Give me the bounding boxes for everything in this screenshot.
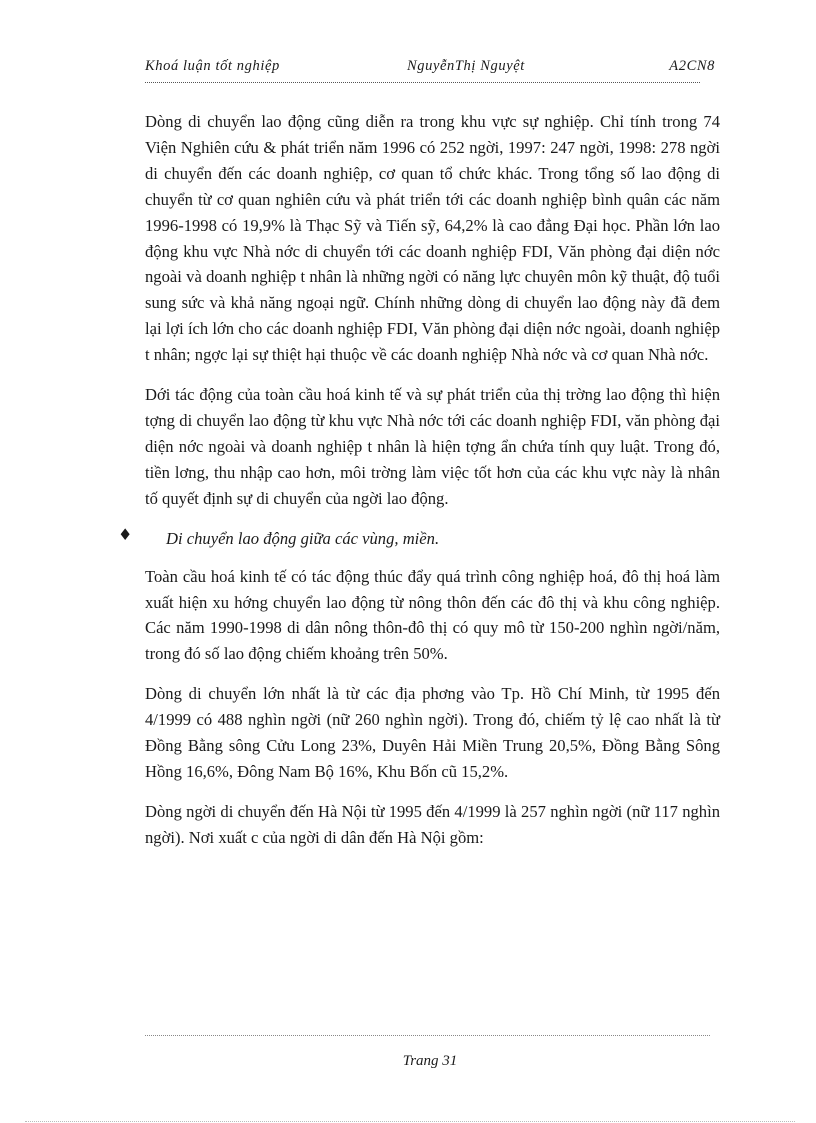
- paragraph-1: Dòng di chuyển lao động cũng diễn ra trong khu vực sự nghiệp. Chỉ tính trong 74 Viện Nghiên cứu & phát triển năm 1996 có 252 ngời, 1997: 247 ngời, 1998: 278 ngời di chuyển đến các doanh nghiệp, cơ quan tổ chức khác. Trong tổng số lao động di chuyển từ cơ quan nghiên cứu và phát triển tới các doanh nghiệp bình quân các năm 1996-1998 có 19,9% là Thạc Sỹ và Tiến sỹ, 64,2% là cao đẳng Đại học. Phần lớn lao động khu vực Nhà nớc di chuyển tới các doanh nghiệp FDI, Văn phòng đại diện nớc ngoài và doanh nghiệp t nhân là những ngời có năng lực chuyên môn kỹ thuật, độ tuổi sung sức và khả năng ngoại ngữ. Chính những dòng di chuyển lao động này đã đem lại lợi ích lớn cho các doanh nghiệp FDI, Văn phòng đại diện nớc ngoài, doanh nghiệp t nhân; ngợc lại sự thiệt hại thuộc về các doanh nghiệp Nhà nớc và cơ quan Nhà nớc.: [145, 112, 720, 365]
- diamond-bullet-icon: ♦: [118, 524, 133, 544]
- header-class-code: A2CN8: [669, 58, 715, 74]
- page-number: Trang 31: [402, 1053, 458, 1069]
- paragraph-5: Dòng ngời di chuyển đến Hà Nội từ 1995 đến 4/1999 là 257 nghìn ngời (nữ 117 nghìn ngời). Nơi xuất c của ngời di dân đến Hà Nội gồm:: [145, 801, 720, 847]
- header-divider: [145, 82, 700, 83]
- header-author-name: NguyễnThị Nguyệt: [407, 58, 525, 74]
- page-body: [118, 109, 720, 865]
- paragraph-2: Dới tác động của toàn cầu hoá kinh tế và sự phát triển của thị trờng lao động thì hiện tợng di chuyển lao động từ khu vực Nhà nớc tới các doanh nghiệp FDI, văn phòng đại diện nớc ngoài và doanh nghiệp t nhân là hiện tợng ẩn chứa tính quy luật. Trong đó, tiền lơng, thu nhập cao hơn, môi trờng làm việc tốt hơn của các khu vực này là nhân tố quyết định sự di chuyển của ngời lao động.: [145, 385, 720, 508]
- header-thesis-label: Khoá luận tốt nghiệp: [145, 58, 280, 74]
- paragraph-4: Dòng di chuyển lớn nhất là từ các địa phơng vào Tp. Hồ Chí Minh, từ 1995 đến 4/1999 có 488 nghìn ngời (nữ 260 nghìn ngời). Trong đó, chiếm tỷ lệ cao nhất là từ Đồng Bằng sông Cửu Long 23%, Duyên Hải Miền Trung 20,5%, Đồng Bằng Sông Hồng 16,6%, Đông Nam Bộ 16%, Khu Bốn cũ 15,2%.: [145, 684, 720, 781]
- section-bullet: [118, 524, 720, 552]
- paragraph-3: Toàn cầu hoá kinh tế có tác động thúc đẩy quá trình công nghiệp hoá, đô thị hoá làm xuất hiện xu hớng chuyển lao động từ nông thôn đến các đô thị và khu công nghiệp. Các năm 1990-1998 di dân nông thôn-đô thị có quy mô từ 150-200 nghìn ngời/năm, trong đó số lao động chiếm khoảng trên 50%.: [145, 566, 720, 664]
- footer-divider: [145, 1035, 710, 1036]
- page-bottom-border: [25, 1121, 795, 1122]
- page-header: [145, 58, 715, 82]
- section-heading: Di chuyển lao động giữa các vùng, miền.: [166, 528, 440, 548]
